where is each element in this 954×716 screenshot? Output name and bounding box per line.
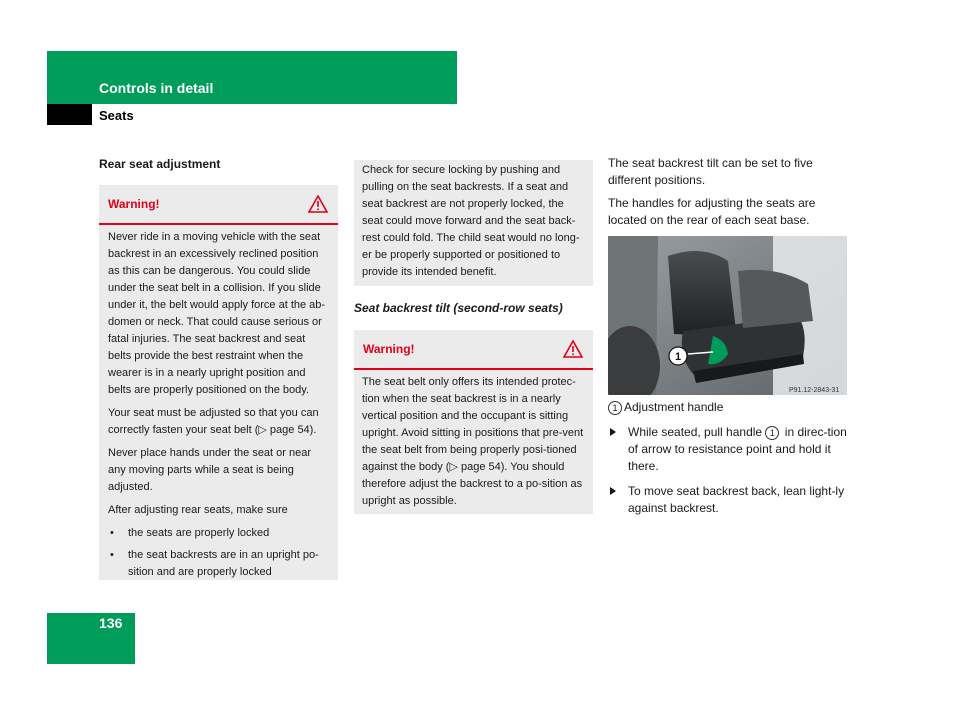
instruction-steps	[608, 424, 850, 523]
tilt-intro	[608, 155, 848, 235]
warning-paragraph: Never place hands under the seat or near any moving parts while a seat is being adjusted.	[108, 447, 312, 493]
continued-warning-box	[354, 160, 593, 286]
rear-seat-heading: Rear seat adjustment	[99, 157, 221, 171]
warning-triangle-icon	[563, 340, 583, 358]
warning-paragraph: Your seat must be adjusted so that you can correctly fasten your seat belt (▷ page 54).	[108, 407, 319, 436]
bullet-item: • the seats are properly locked	[108, 525, 329, 542]
warning-box-middle	[354, 330, 593, 514]
warning-triangle-icon	[308, 195, 328, 213]
warning-paragraph: Never ride in a moving vehicle with the seat backrest in an excessively reclined position as this can be dangerous. You could slide under the seat belt in a collision. If you slide under it, the belt would apply force at the ab-domen or neck. That could cause serious or fatal injuries. The seat backrest and seat belts provide the best restraint when the wearer is in a nearly upright position and belts are properly positioned on the body.	[108, 231, 326, 396]
warning-paragraph: After adjusting rear seats, make sure	[108, 504, 288, 516]
image-code: P91.12-2843-31	[789, 387, 840, 394]
seat-photo	[608, 236, 847, 395]
warning-paragraph: The seat belt only offers its intended protec-tion when the seat backrest is in a nearly vertical position and the occupant is sitting upright. Avoid sitting in positions that pre-vent the seat belt from being properly posi-tioned against the body (▷ page 54). You should therefore adjust the backrest to a po-sition as upright as possible.	[362, 376, 584, 507]
image-callout: 1	[674, 351, 682, 363]
inline-number: 1	[765, 426, 779, 440]
warning-header	[354, 330, 593, 370]
legend-number: 1	[608, 401, 622, 415]
instruction-step	[608, 424, 850, 475]
intro-paragraph: The seat backrest tilt can be set to five different positions.	[608, 156, 813, 187]
instruction-step	[608, 483, 850, 517]
image-legend	[608, 399, 848, 422]
step-text: in direc-tion of arrow to resistance point and hold it there.	[628, 425, 847, 473]
continued-warning-text: Check for secure locking by pushing and pulling on the seat backrests. If a seat and seat backrest are not properly locked, the seat could move forward and the seat back-rest could fold. The child seat would no long-er be properly supported or positioned to provide its intended benefit.	[362, 164, 580, 278]
seat-illustration	[608, 236, 847, 395]
step-arrow-icon	[610, 487, 616, 495]
warning-label: Warning!	[363, 341, 415, 356]
subsection-title: Seats	[99, 108, 134, 123]
bullet-item: • the seat backrests are in an upright po-sition and are properly locked	[108, 547, 329, 581]
step-text: While seated, pull handle	[628, 425, 763, 439]
section-title: Controls in detail	[99, 80, 214, 96]
warning-bullet-list	[108, 525, 329, 581]
step-text: To move seat backrest back, lean light-ly against backrest.	[628, 484, 845, 515]
warning-box-left	[99, 185, 338, 580]
header-band	[47, 51, 457, 104]
step-arrow-icon	[610, 428, 616, 436]
subsection-marker	[47, 104, 92, 125]
page-number: 136	[99, 615, 123, 631]
warning-label: Warning!	[108, 196, 160, 211]
warning-header	[99, 185, 338, 225]
legend-label: Adjustment handle	[624, 400, 724, 414]
intro-paragraph: The handles for adjusting the seats are located on the rear of each seat base.	[608, 196, 816, 227]
backrest-tilt-heading: Seat backrest tilt (second-row seats)	[354, 301, 563, 315]
